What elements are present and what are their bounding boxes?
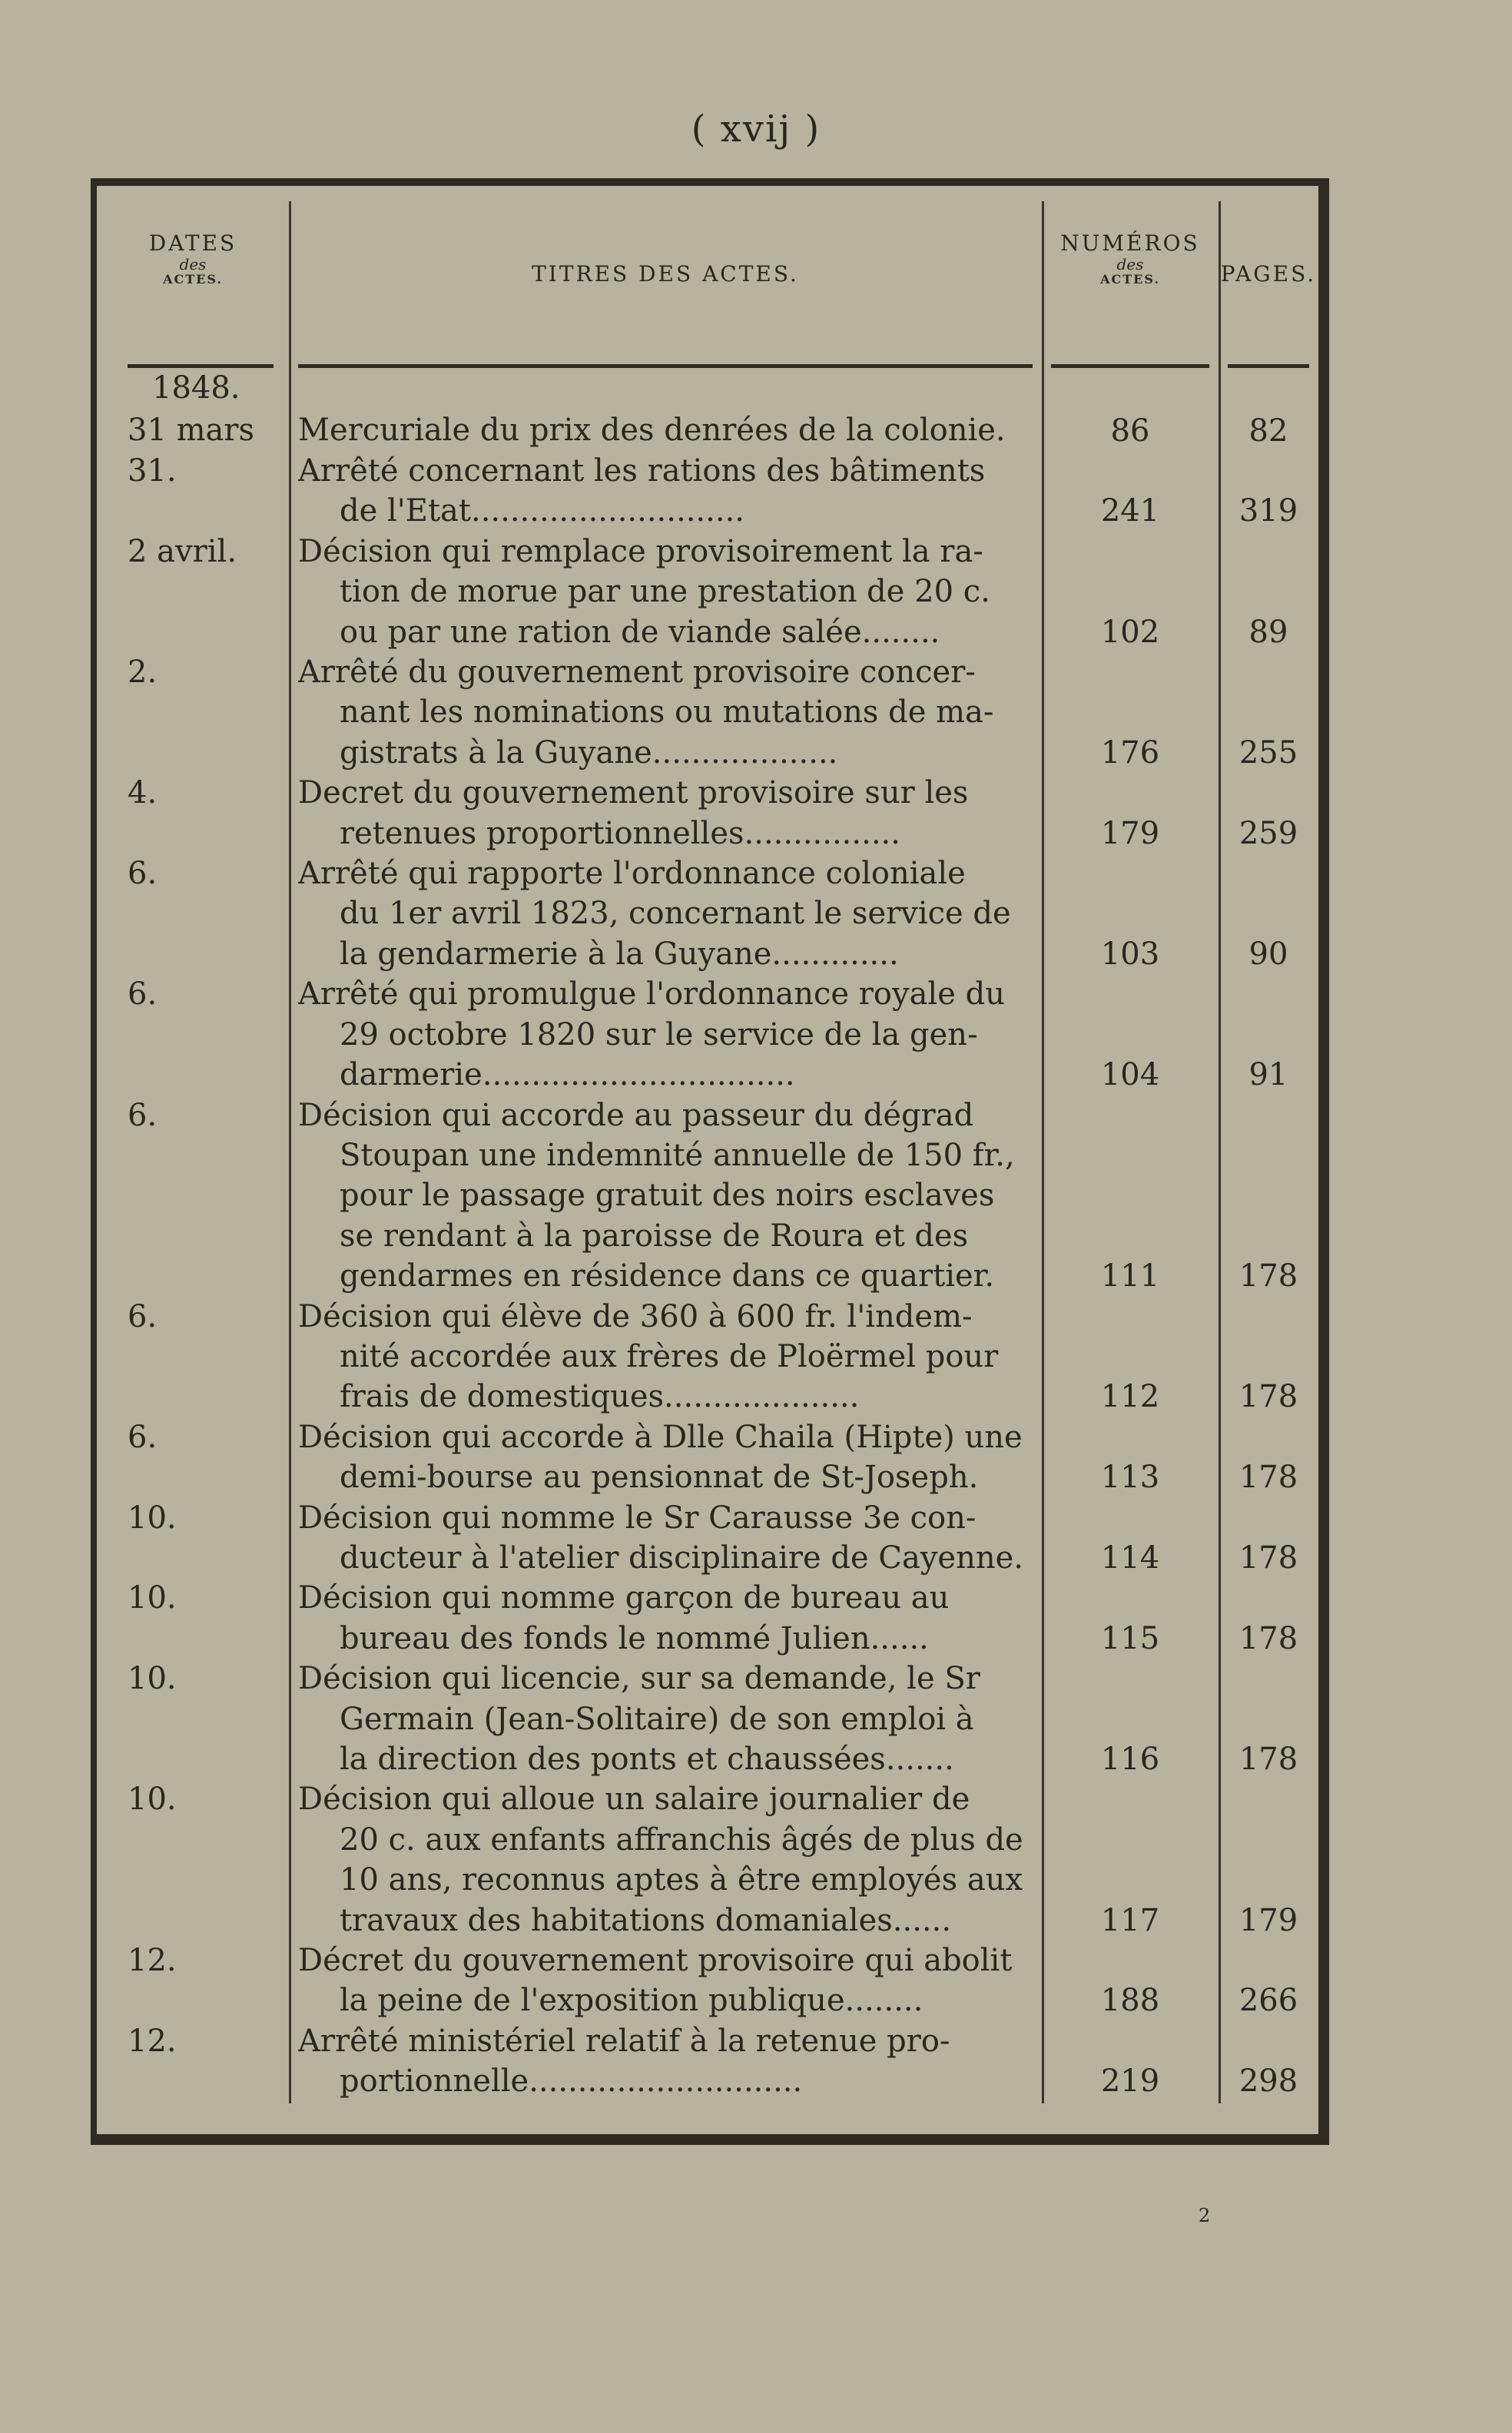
row-page: 319 bbox=[1238, 493, 1298, 529]
row-title-line: Stoupan une indemnité annuelle de 150 fr., bbox=[340, 1137, 1015, 1173]
row-page: 178 bbox=[1238, 1460, 1298, 1496]
row-title-line: Décision qui élève de 360 à 600 fr. l'indem- bbox=[298, 1298, 973, 1334]
row-page: 298 bbox=[1238, 2063, 1298, 2100]
table-row bbox=[97, 1779, 1318, 1941]
table-body bbox=[97, 410, 1318, 2102]
row-title bbox=[289, 652, 1042, 773]
row-title-line: Décision qui licencie, sur sa demande, le Sr bbox=[298, 1661, 980, 1697]
table-row bbox=[97, 974, 1318, 1095]
row-number: 176 bbox=[1100, 734, 1160, 771]
row-title-line: se rendant à la paroisse de Roura et des bbox=[340, 1218, 969, 1254]
row-date: 2 avril. bbox=[128, 533, 237, 569]
row-title-line: la direction des ponts et chaussées....... bbox=[340, 1742, 954, 1777]
row-title bbox=[289, 1578, 1042, 1659]
row-title bbox=[289, 1941, 1042, 2021]
header-titles: TITRES DES ACTES. bbox=[532, 261, 799, 287]
row-date: 6. bbox=[128, 1097, 158, 1133]
row-page: 178 bbox=[1238, 1379, 1298, 1415]
row-title-line: travaux des habitations domaniales...... bbox=[340, 1902, 952, 1938]
row-date: 31 mars bbox=[128, 413, 255, 448]
row-title-line: la gendarmerie à la Guyane............. bbox=[340, 936, 899, 972]
signature-mark: 2 bbox=[1199, 2205, 1211, 2226]
row-page: 91 bbox=[1248, 1057, 1288, 1093]
table-row bbox=[97, 1417, 1318, 1498]
row-number: 241 bbox=[1100, 493, 1160, 529]
row-title-line: ducteur à l'atelier disciplinaire de Cayenne. bbox=[340, 1540, 1023, 1576]
row-number: 111 bbox=[1100, 1258, 1160, 1294]
row-number: 219 bbox=[1100, 2063, 1160, 2100]
row-title bbox=[289, 854, 1042, 974]
row-title-line: ou par une ration de viande salée........ bbox=[340, 614, 940, 650]
table-row bbox=[97, 773, 1318, 854]
row-title-line: Arrêté ministériel relatif à la retenue pro- bbox=[298, 2023, 950, 2059]
header-rule bbox=[1051, 364, 1209, 368]
row-title-line: Decret du gouvernement provisoire sur les bbox=[298, 775, 969, 811]
row-title-line: Décision qui nomme le Sr Carausse 3e con- bbox=[298, 1500, 976, 1536]
row-number: 188 bbox=[1100, 1983, 1160, 2019]
row-title-line: Décision qui nomme garçon de bureau au bbox=[298, 1580, 950, 1616]
row-title-line: Décision qui accorde au passeur du dégrad bbox=[298, 1097, 974, 1133]
row-title-line: la peine de l'exposition publique........ bbox=[340, 1983, 923, 2019]
row-title-line: Germain (Jean-Solitaire) de son emploi à bbox=[340, 1701, 974, 1737]
row-title-line: Décision qui remplace provisoirement la ra- bbox=[298, 533, 983, 569]
year-label: 1848. bbox=[152, 370, 240, 406]
row-date: 10. bbox=[128, 1782, 177, 1818]
row-title-line: 29 octobre 1820 sur le service de la gen- bbox=[340, 1016, 978, 1052]
row-title-line: demi-bourse au pensionnat de St-Joseph. bbox=[340, 1460, 979, 1496]
row-title-line: Mercuriale du prix des denrées de la colonie. bbox=[298, 413, 1006, 448]
row-date: 6. bbox=[128, 976, 158, 1013]
row-title-line: frais de domestiques.................... bbox=[340, 1379, 860, 1415]
row-number: 86 bbox=[1110, 413, 1150, 449]
row-title-line: darmerie................................ bbox=[340, 1057, 795, 1093]
table-row bbox=[97, 2021, 1318, 2102]
row-title-line: 10 ans, reconnus aptes à être employés aux bbox=[340, 1862, 1023, 1898]
row-number: 115 bbox=[1100, 1620, 1160, 1656]
row-title-line: portionnelle............................ bbox=[340, 2063, 803, 2100]
table-row bbox=[97, 1498, 1318, 1579]
row-date: 10. bbox=[128, 1580, 177, 1616]
row-page: 178 bbox=[1238, 1540, 1298, 1576]
row-date: 4. bbox=[128, 775, 158, 811]
row-number: 102 bbox=[1100, 614, 1160, 650]
row-date: 31. bbox=[128, 453, 177, 489]
row-title bbox=[289, 532, 1042, 652]
row-page: 89 bbox=[1248, 614, 1288, 650]
header-rule bbox=[298, 364, 1033, 368]
row-number: 103 bbox=[1100, 936, 1160, 972]
row-title bbox=[289, 1779, 1042, 1941]
row-number: 113 bbox=[1100, 1460, 1160, 1496]
row-date: 6. bbox=[128, 1298, 158, 1334]
row-number: 112 bbox=[1100, 1379, 1160, 1415]
table-row bbox=[97, 1297, 1318, 1417]
row-date: 12. bbox=[128, 2023, 177, 2059]
row-title-line: Arrêté qui rapporte l'ordonnance coloniale bbox=[298, 856, 966, 892]
row-page: 82 bbox=[1248, 413, 1288, 449]
row-number: 116 bbox=[1100, 1742, 1160, 1777]
table-row bbox=[97, 1096, 1318, 1297]
row-title bbox=[289, 773, 1042, 854]
table-row bbox=[97, 1941, 1318, 2021]
table-row bbox=[97, 1578, 1318, 1659]
row-date: 10. bbox=[128, 1661, 177, 1697]
row-title-line: bureau des fonds le nommé Julien...... bbox=[340, 1620, 929, 1656]
row-title-line: pour le passage gratuit des noirs esclaves bbox=[340, 1178, 995, 1214]
row-date: 12. bbox=[128, 1943, 177, 1979]
row-title bbox=[289, 1096, 1042, 1297]
header-pages: PAGES. bbox=[1220, 261, 1317, 287]
row-title-line: du 1er avril 1823, concernant le service de bbox=[340, 896, 1011, 932]
table-row bbox=[97, 652, 1318, 773]
row-page: 178 bbox=[1238, 1620, 1298, 1656]
row-title-line: Arrêté concernant les rations des bâtiments bbox=[298, 453, 986, 489]
row-title bbox=[289, 2021, 1042, 2102]
row-page: 255 bbox=[1238, 734, 1298, 771]
header-numbers: NUMÉROS des ACTES. bbox=[1060, 230, 1200, 287]
row-title-line: gendarmes en résidence dans ce quartier. bbox=[340, 1258, 995, 1294]
row-title-line: nant les nominations ou mutations de ma- bbox=[340, 694, 994, 731]
row-title bbox=[289, 1498, 1042, 1579]
row-title bbox=[289, 1297, 1042, 1417]
row-page: 179 bbox=[1238, 1902, 1298, 1938]
header-rule bbox=[128, 364, 274, 368]
row-number: 117 bbox=[1100, 1902, 1160, 1938]
row-title bbox=[289, 410, 1042, 450]
row-date: 6. bbox=[128, 856, 158, 892]
table-row bbox=[97, 451, 1318, 532]
row-title-line: Arrêté du gouvernement provisoire concer- bbox=[298, 655, 976, 691]
row-title-line: Décision qui alloue un salaire journalier de bbox=[298, 1782, 970, 1818]
row-page: 90 bbox=[1248, 936, 1288, 972]
header-dates: DATES des ACTES. bbox=[148, 230, 237, 287]
row-page: 178 bbox=[1238, 1258, 1298, 1294]
header-rule bbox=[1228, 364, 1309, 368]
table-row bbox=[97, 854, 1318, 974]
row-title-line: Décision qui accorde à Dlle Chaila (Hipte) une bbox=[298, 1419, 1023, 1455]
row-title bbox=[289, 974, 1042, 1095]
row-title bbox=[289, 1417, 1042, 1498]
page-header: ( xvij ) bbox=[691, 108, 821, 151]
row-title-line: gistrats à la Guyane................... bbox=[340, 734, 838, 771]
row-page: 178 bbox=[1238, 1742, 1298, 1777]
row-number: 104 bbox=[1100, 1057, 1160, 1093]
table-row bbox=[97, 532, 1318, 652]
row-date: 10. bbox=[128, 1500, 177, 1536]
row-title-line: Arrêté qui promulgue l'ordonnance royale du bbox=[298, 976, 1005, 1013]
row-number: 179 bbox=[1100, 815, 1160, 851]
row-number: 114 bbox=[1100, 1540, 1160, 1576]
row-page: 266 bbox=[1238, 1983, 1298, 2019]
row-date: 6. bbox=[128, 1419, 158, 1455]
row-date: 2. bbox=[128, 655, 158, 691]
row-title-line: retenues proportionnelles................ bbox=[340, 815, 900, 851]
row-title-line: 20 c. aux enfants affranchis âgés de plus de bbox=[340, 1821, 1023, 1858]
row-title-line: de l'Etat............................ bbox=[340, 493, 744, 529]
row-title bbox=[289, 451, 1042, 532]
row-title-line: nité accordée aux frères de Ploërmel pour bbox=[340, 1338, 999, 1374]
row-title bbox=[289, 1659, 1042, 1779]
row-title-line: Décret du gouvernement provisoire qui abolit bbox=[298, 1943, 1013, 1979]
row-title-line: tion de morue par une prestation de 20 c. bbox=[340, 574, 990, 610]
row-page: 259 bbox=[1238, 815, 1298, 851]
table-frame bbox=[91, 178, 1329, 2145]
table-row bbox=[97, 410, 1318, 451]
table-row bbox=[97, 1659, 1318, 1779]
